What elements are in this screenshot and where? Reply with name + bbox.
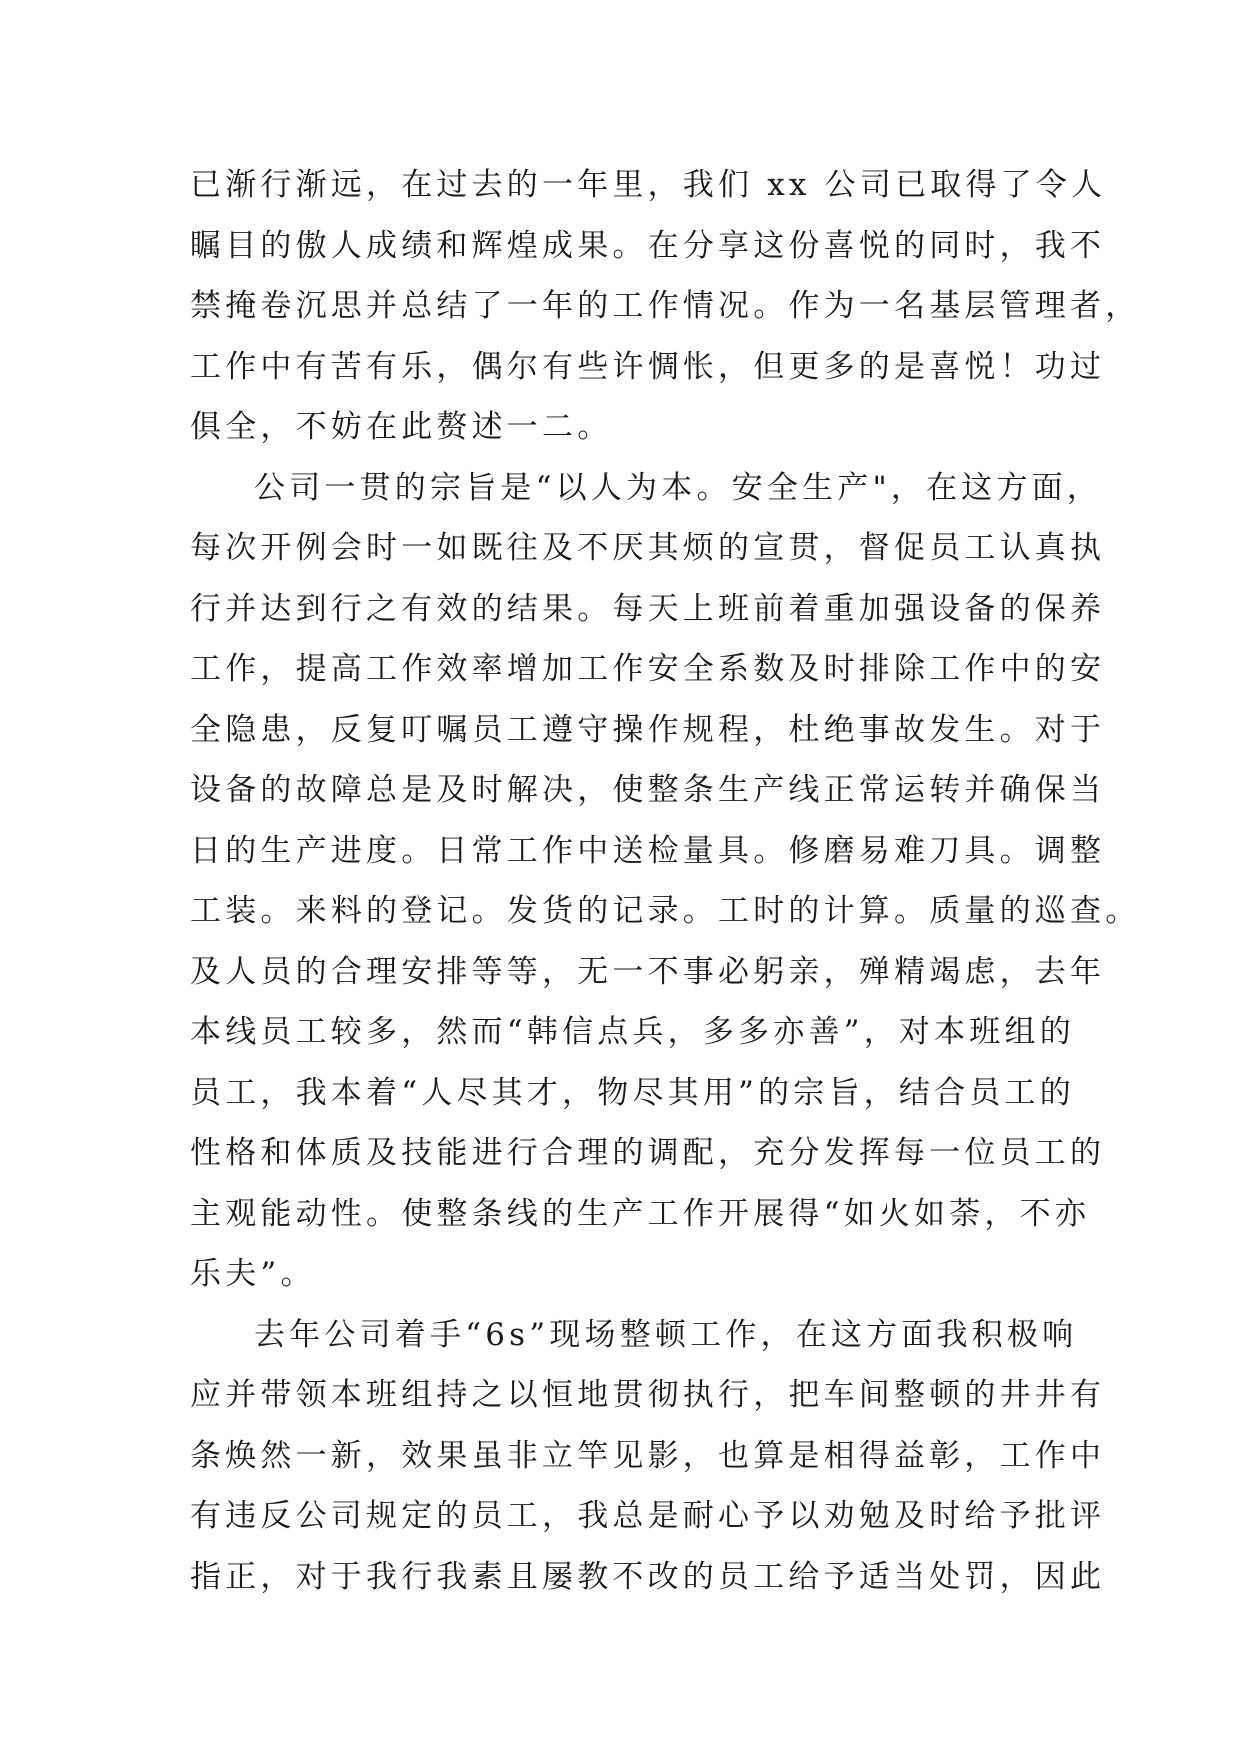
text-line: 设备的故障总是及时解决，使整条生产线正常运转并确保当 xyxy=(190,772,1106,808)
text-line: 有违反公司规定的员工，我总是耐心予以劝勉及时给予批评 xyxy=(190,1498,1106,1534)
text-line: 工装。来料的登记。发货的记录。工时的计算。质量的巡查。 xyxy=(190,893,1141,929)
text-line: 俱全，不妨在此赘述一二。 xyxy=(190,409,613,445)
body-text xyxy=(190,155,1141,1607)
text-line: 本线员工较多，然而“韩信点兵，多多亦善”，对本班组的 xyxy=(190,1014,1075,1050)
text-line: 乐夫”。 xyxy=(190,1256,316,1292)
text-line: 全隐患，反复叮嘱员工遵守操作规程，杜绝事故发生。对于 xyxy=(190,711,1106,748)
text-line: 禁掩卷沉思并总结了一年的工作情况。作为一名基层管理者， xyxy=(190,288,1141,324)
text-line: 工作，提高工作效率增加工作安全系数及时排除工作中的安 xyxy=(190,651,1106,687)
text-line: 行并达到行之有效的结果。每天上班前着重加强设备的保养 xyxy=(190,590,1106,627)
text-line: 指正，对于我行我素且屡教不改的员工给予适当处罚，因此 xyxy=(190,1558,1106,1595)
text-line: 工作中有苦有乐，偶尔有些许惆怅，但更多的是喜悦！功过 xyxy=(190,348,1106,385)
text-line: 已渐行渐远，在过去的一年里，我们 xx 公司已取得了令人 xyxy=(190,167,1107,203)
text-line: 主观能动性。使整条线的生产工作开展得“如火如荼，不亦 xyxy=(190,1195,1091,1232)
text-line: 条焕然一新，效果虽非立竿见影，也算是相得益彰，工作中 xyxy=(190,1437,1106,1474)
text-line: 日的生产进度。日常工作中送检量具。修磨易难刀具。调整 xyxy=(190,832,1106,869)
paragraph-first-line: 去年公司着手“6s”现场整顿工作，在这方面我积极响 xyxy=(254,1316,1078,1353)
text-line: 员工，我本着“人尽其才，物尽其用”的宗旨，结合员工的 xyxy=(190,1074,1075,1111)
text-line: 瞩目的傲人成绩和辉煌成果。在分享这份喜悦的同时，我不 xyxy=(190,227,1106,264)
text-line: 及人员的合理安排等等，无一不事必躬亲，殚精竭虑，去年 xyxy=(190,953,1106,990)
text-line: 每次开例会时一如既往及不厌其烦的宣贯，督促员工认真执 xyxy=(190,530,1106,566)
text-line: 应并带领本班组持之以恒地贯彻执行，把车间整顿的井井有 xyxy=(190,1377,1106,1413)
text-line: 性格和体质及技能进行合理的调配，充分发挥每一位员工的 xyxy=(190,1135,1106,1171)
paragraph-first-line: 公司一贯的宗旨是“以人为本。安全生产"，在这方面， xyxy=(254,469,1103,506)
